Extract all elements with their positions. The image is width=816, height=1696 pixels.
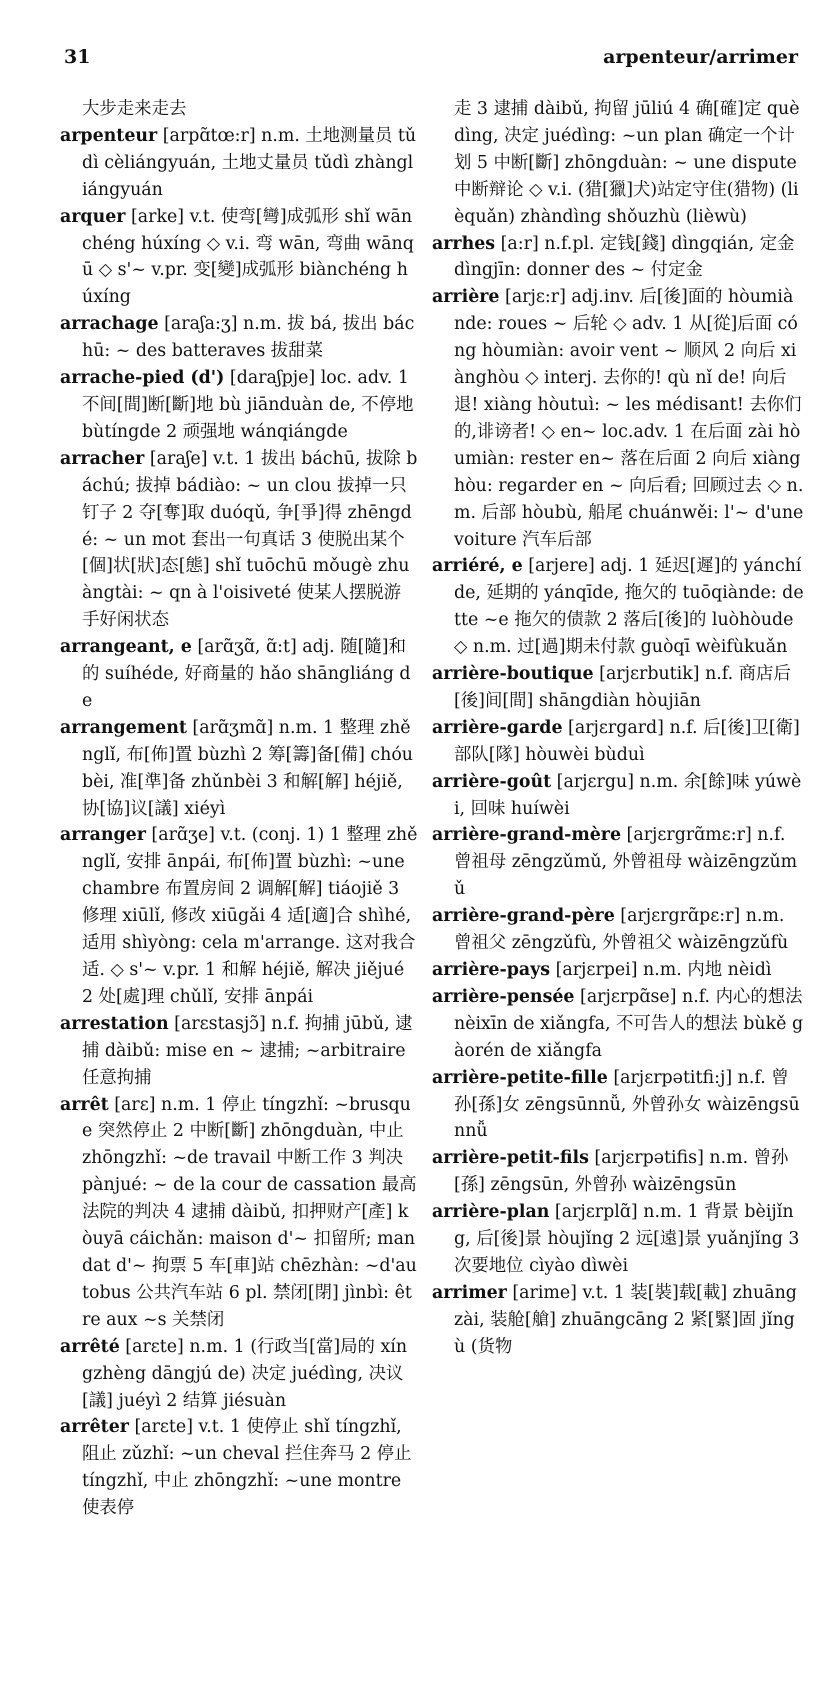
headword: arrière-boutique [432, 664, 594, 685]
dictionary-entry [432, 1145, 804, 1199]
dictionary-entry [60, 311, 418, 365]
headword: arquer [60, 206, 126, 227]
entry-text: [daraʃpje] loc. adv. 1 不间[間]断[斷]地 bù jiānduàn de, 不停地 bùtíngde 2 顽强地 wánqiángde [82, 368, 414, 442]
dictionary-entry [60, 715, 418, 823]
dictionary-entry [432, 715, 804, 769]
entry-text: [arjɛrgrɑ̃pɛ:r] n.m. 曾祖父 zēngzǔfù, 外曾祖父 wàizēngzǔfù [454, 906, 789, 954]
entry-text: [arɛte] v.t. 1 使停止 shǐ tíngzhǐ, 阻止 zǔzhǐ: ~un cheval 拦住奔马 2 停止 tíngzhǐ, 中止 zhōngzhǐ: ~une montre 使表停 [82, 1417, 412, 1519]
dictionary-entry [60, 634, 418, 715]
dictionary-entry [432, 822, 804, 903]
dictionary-entry [432, 984, 804, 1065]
headword: arrangement [60, 717, 187, 738]
dictionary-entry [60, 204, 418, 312]
entry-text: [arjɛrgard] n.f. 后[後]卫[衛]部队[隊] hòuwèi bùduì [454, 717, 800, 765]
headword: arriéré, e [432, 556, 523, 577]
entry-text: [arjɛ:r] adj.inv. 后[後]面的 hòumiànde: roues ~ 后轮 ◇ adv. 1 从[從]后面 cóng hòumiàn: avoir vent ~ 顺风 2 向后 xiànghòu ◇ interj. 去你的! qù nǐ de! 向后退! xiàng hòutuì: ~ les médisant! 去你们的,诽谤者! ◇ en~ loc.adv. 1 在后面 zài hòumiàn: rester en~ 落在后面 2 向后 xiànghòu: regarder en ~ 向后看; 回顾过去 ◇ n.m. 后部 hòubù, 船尾 chuánwěi: l'~ d'une voiture 汽车后部 [454, 287, 804, 550]
right-column [432, 96, 804, 1361]
headword: arrière-garde [432, 717, 563, 738]
running-head: arpenteur/arrimer [603, 46, 798, 68]
headword: arrêter [60, 1417, 129, 1438]
dictionary-entry [432, 661, 804, 715]
dictionary-entry [60, 1011, 418, 1092]
entry-text: 走 3 逮捕 dàibǔ, 拘留 jūliú 4 确[確]定 quèdìng, 决定 juédìng: ~un plan 确定一个计划 5 中断[斷] zhōngduàn: ~ une dispute 中断辩论 ◇ v.i. (猎[獵]犬)站定守住(猎物) (lièquǎn) zhàndìng shǒuzhù (lièwù) [454, 99, 800, 227]
dictionary-entry [432, 1280, 804, 1361]
headword: arrière-petit-fils [432, 1148, 589, 1169]
dictionary-entry [60, 123, 418, 204]
headword: arrière-pays [432, 960, 551, 980]
dictionary-entry [432, 284, 804, 553]
dictionary-entry [60, 446, 418, 634]
headword: arrière-grand-père [432, 906, 615, 927]
entry-continuation [60, 96, 418, 123]
dictionary-entry [60, 1092, 418, 1334]
entry-text: [arime] v.t. 1 装[裝]载[載] zhuāngzài, 装舱[艙] zhuāngcāng 2 紧[緊]固 jǐngù (货物 [454, 1282, 797, 1357]
headword: arrache-pied (d') [60, 368, 225, 389]
headword: arrhes [432, 233, 496, 254]
headword: arrière-plan [432, 1202, 550, 1223]
entry-text: [arjɛrpɑ̃se] n.f. 内心的想法 nèixīn de xiǎngfa, 不可告人的想法 bùkě gàorén de xiǎngfa [454, 986, 804, 1061]
dictionary-entry [60, 1414, 418, 1522]
dictionary-entry [432, 231, 804, 285]
entry-text: [arɛ] n.m. 1 停止 tíngzhǐ: ~brusque 突然停止 2 中断[斷] zhōngduàn, 中止 zhōngzhǐ: ~de travail 中断工作 3 判决 pànjué: ~ de la cour de cassation 最高法院的判决 4 逮捕 dàibǔ, 扣押财产[產] kòuyā cáichǎn: maison d'~ 扣留所; mandat d'~ 拘票 5 车[車]站 chēzhàn: ~d'autobus 公共汽车站 6 pl. 禁闭[閉] jìnbì: être aux ~s 关禁闭 [82, 1094, 417, 1330]
entry-text: [araʃa:ʒ] n.m. 拔 bá, 拔出 báchū: ~ des batteraves 拔甜菜 [82, 314, 415, 362]
dictionary-entry [432, 553, 804, 661]
entry-text: [arɑ̃ʒɑ̃, ɑ̃:t] adj. 随[隨]和的 suíhéde, 好商量的 hǎo shāngliáng de [82, 637, 411, 711]
page-number: 31 [64, 46, 91, 68]
dictionary-entry [60, 822, 418, 1010]
entry-text: [arke] v.t. 使弯[彎]成弧形 shǐ wānchéng húxíng ◇ v.i. 弯 wān, 弯曲 wānqū ◇ s'~ v.pr. 变[變]成弧形 biànchéng húxíng [82, 206, 414, 308]
entry-text: [araʃe] v.t. 1 拔出 báchū, 拔除 báchú; 拔掉 bádiào: ~ un clou 拔掉一只钉子 2 夺[奪]取 duóqǔ, 争[爭]得 zhēngdé: ~ un mot 套出一句真话 3 使脱出某个[個]状[狀]态[態] shǐ tuōchū mǒugè zhuàngtài: ~ qn à l'oisiveté 使某人摆脱游手好闲状态 [82, 448, 418, 631]
headword: arrêté [60, 1336, 120, 1357]
entry-text: 大步走来走去 [82, 99, 187, 119]
entry-text: [arjɛrplɑ̃] n.m. 1 背景 bèijǐng, 后[後]景 hòujǐng 2 远[遠]景 yuǎnjǐng 3 次要地位 cìyào dìwèi [454, 1202, 800, 1276]
entry-text: [arjɛrbutik] n.f. 商店后[後]间[間] shāngdiàn hòujiān [454, 664, 791, 711]
headword: arranger [60, 825, 146, 846]
dictionary-entry [60, 365, 418, 446]
headword: arrière-petite-fille [432, 1067, 608, 1088]
dictionary-entry [432, 769, 804, 823]
headword: arrestation [60, 1013, 169, 1034]
entry-text: [arɑ̃ʒe] v.t. (conj. 1) 1 整理 zhěnglǐ, 安排 ānpái, 布[佈]置 bùzhì: ~une chambre 布置房间 2 调解[解] tiáojiě 3 修理 xiūlǐ, 修改 xiūgǎi 4 适[適]合 shìhé, 适用 shìyòng: cela m'arrange. 这对我合适. ◇ s'~ v.pr. 1 和解 héjiě, 解决 jiějué 2 处[處]理 chǔlǐ, 安排 ānpái [82, 825, 418, 1007]
entry-text: [arjere] adj. 1 延迟[遲]的 yánchíde, 延期的 yánqīde, 拖欠的 tuōqiànde: dette ~e 拖欠的债款 2 落后[後]的 luòhòude ◇ n.m. 过[過]期未付款 guòqī wèifùkuǎn [454, 556, 804, 658]
headword: arrière-goût [432, 771, 552, 792]
entry-text: [arjɛrpei] n.m. 内地 nèidì [550, 960, 772, 980]
entry-text: [arjɛrpətifis] n.m. 曾孙[孫] zēngsūn, 外曾孙 wàizēngsūn [454, 1148, 789, 1196]
headword: arrière-grand-mère [432, 825, 622, 846]
entry-text: [arɛstasjɔ̃] n.f. 拘捕 jūbǔ, 逮捕 dàibǔ: mise en ~ 逮捕; ~arbitraire 任意拘捕 [82, 1013, 413, 1088]
entry-text: [arjɛrgrɑ̃mɛ:r] n.f. 曾祖母 zēngzǔmǔ, 外曾祖母 wàizēngzǔmǔ [454, 825, 798, 900]
entry-text: [arpɑ̃tœ:r] n.m. 土地测量员 tǔdì cèliángyuán, 土地丈量员 tǔdì zhàngliángyuán [82, 125, 417, 200]
entry-text: [arjɛrgu] n.m. 余[餘]味 yúwèi, 回味 huíwèi [454, 771, 802, 819]
dictionary-entry [60, 1334, 418, 1415]
entry-text: [arɑ̃ʒmɑ̃] n.m. 1 整理 zhěnglǐ, 布[佈]置 bùzhì 2 筹[籌]备[備] chóubèi, 准[準]备 zhǔnbèi 3 和解[解] héjiě, 协[協]议[議] xiéyì [82, 717, 414, 819]
entry-continuation [432, 96, 804, 231]
entry-text: [arjɛrpətitfi:j] n.f. 曾孙[孫]女 zēngsūnnǚ, 外曾孙女 wàizēngsūnnǚ [454, 1067, 800, 1142]
headword: arrimer [432, 1282, 507, 1303]
headword: arracher [60, 448, 145, 469]
left-column [60, 96, 418, 1522]
headword: arrière-pensée [432, 986, 575, 1007]
headword: arrangeant, e [60, 637, 192, 658]
entry-text: [arɛte] n.m. 1 (行政当[當]局的 xíngzhèng dāngjú de) 决定 juédìng, 决议[議] juéyì 2 结算 jiésuàn [82, 1336, 408, 1411]
entry-text: [a:r] n.f.pl. 定钱[錢] dìngqián, 定金 dìngjīn: donner des ~ 付定金 [454, 233, 795, 281]
dictionary-entry [432, 957, 804, 984]
dictionary-entry [432, 1199, 804, 1280]
headword: arrière [432, 287, 500, 308]
dictionary-entry [432, 1065, 804, 1146]
headword: arrachage [60, 314, 159, 335]
headword: arrêt [60, 1094, 109, 1115]
page-header [64, 46, 798, 76]
dictionary-entry [432, 903, 804, 957]
headword: arpenteur [60, 125, 158, 146]
